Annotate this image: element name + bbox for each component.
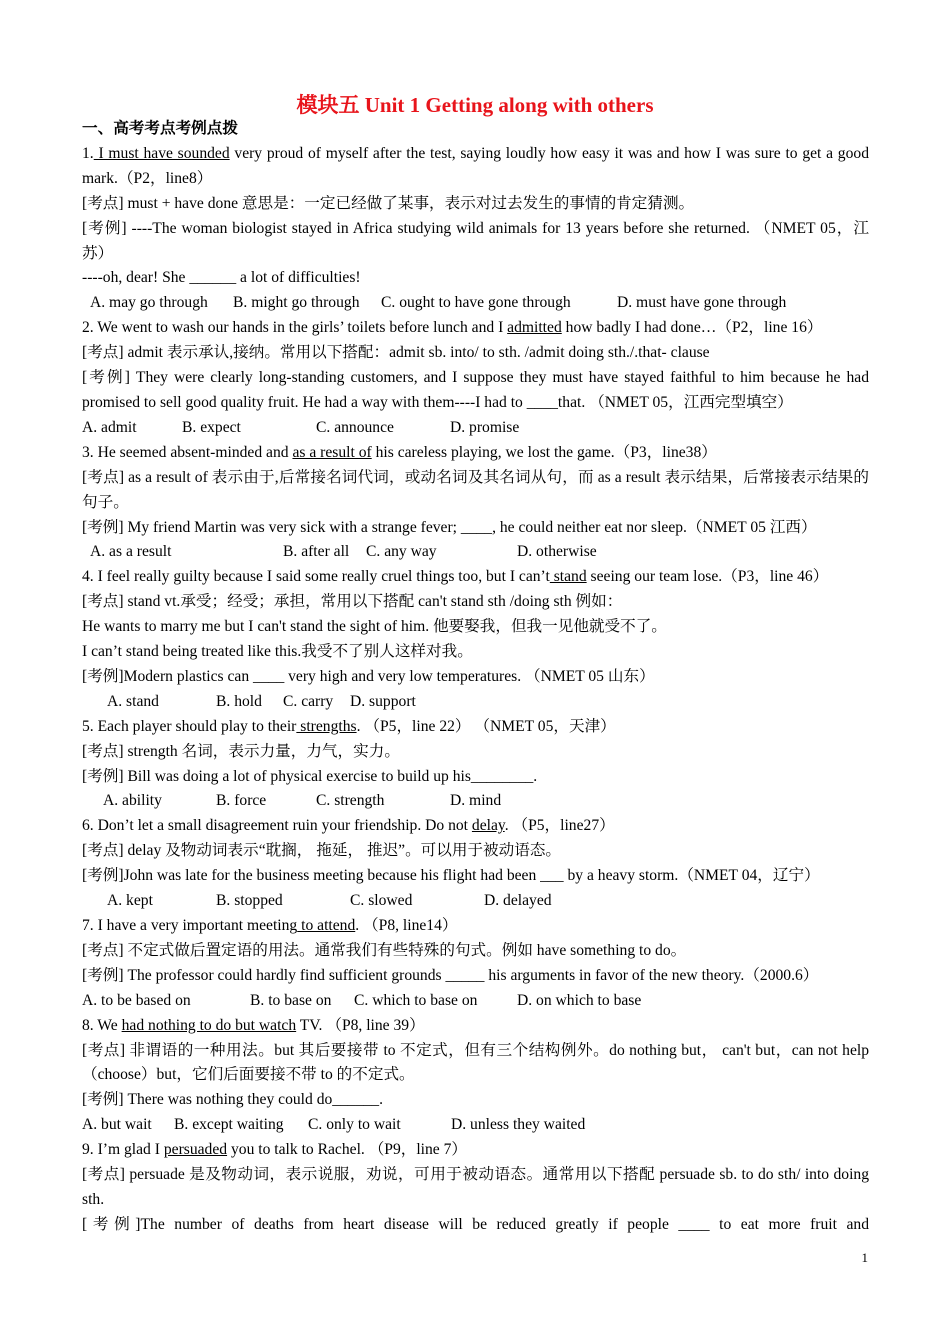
item-1-options — [82, 291, 869, 316]
page-number: 1 — [861, 1250, 868, 1265]
item-5-sentence: 5. Each player should play to their strengths. （P5，line 22） （NMET 05，天津） — [82, 717, 616, 735]
item-6-example: [考例]John was late for the business meeting because his flight had been ___ by a heavy storm.（NMET 04，辽宁） — [82, 867, 820, 885]
option: D. unless they waited — [451, 1116, 586, 1134]
option: B. to base on — [250, 991, 332, 1009]
page-title: 模块五 Unit 1 Getting along with others — [296, 93, 654, 117]
option: D. promise — [450, 418, 520, 436]
item-4-example: [考例]Modern plastics can ____ very high and very low temperatures. （NMET 05 山东） — [82, 667, 655, 685]
section-heading: 一、高考考点考例点拨 — [82, 120, 238, 137]
option: D. on which to base — [517, 991, 642, 1009]
item-6-options — [82, 889, 869, 914]
item-4-options — [82, 690, 869, 715]
option: B. stopped — [216, 892, 283, 910]
key-phrase: to attend — [297, 917, 356, 934]
item-4-example-sentence-1: He wants to marry me but I can't stand the sight of him. 他要娶我，但我一见他就受不了。 — [82, 618, 667, 636]
item-9-sentence: 9. I’m glad I persuaded you to talk to Rachel. （P9，line 7） — [82, 1141, 468, 1159]
option: D. delayed — [484, 892, 552, 910]
item-3-point: [考点] as a result of 表示由于,后常接名词代词，或动名词及其名词从句，而 as a result 表示结果，后常接表示结果的句子。 — [82, 468, 869, 511]
option: C. ought to have gone through — [381, 294, 571, 312]
key-phrase: strengths — [296, 717, 357, 735]
option: B. except waiting — [174, 1116, 284, 1134]
option: D. mind — [450, 792, 502, 810]
item-5-options — [82, 789, 869, 814]
item-5-point: [考点] strength 名词，表示力量，力气，实力。 — [82, 742, 400, 760]
option: A. as a result — [90, 543, 172, 561]
option: C. any way — [366, 543, 437, 561]
item-1-sentence: 1. I must have sounded very proud of myself after the test, saying loudly how easy it was and how I was sure to get a good mark.（P2，line8） — [82, 144, 869, 187]
item-2-options — [82, 416, 869, 441]
option: A. but wait — [82, 1116, 152, 1134]
option: A. stand — [107, 692, 159, 710]
item-7-example: [考例] The professor could hardly find sufficient grounds _____ his arguments in favor of the new theory.（2000.6） — [82, 966, 819, 984]
key-phrase: had nothing to do but watch — [121, 1016, 297, 1034]
item-8-options — [82, 1113, 869, 1138]
item-9-example: [考例]The number of deaths from heart disease will be reduced greatly if people ____ to eat more fruit and — [82, 1215, 869, 1233]
item-4-example-sentence-2: I can’t stand being treated like this.我受不了别人这样对我。 — [82, 643, 473, 661]
option: D. must have gone through — [617, 294, 787, 312]
option: A. ability — [103, 792, 162, 810]
option: C. carry — [283, 692, 334, 710]
option: B. after all — [283, 543, 350, 561]
option: B. might go through — [233, 294, 360, 312]
option: A. to be based on — [82, 991, 191, 1009]
item-8-point: [考点] 非谓语的一种用法。but 其后要接带 to 不定式，但有三个结构例外。do nothing but， can't but，can not help（choose）but，它们后面要接不带 to 的不定式。 — [82, 1041, 869, 1084]
option: A. kept — [107, 892, 153, 910]
item-8-example: [考例] There was nothing they could do______. — [82, 1091, 383, 1109]
item-2-example: [考例] They were clearly long-standing customers, and I suppose they must have stayed faithful to him because he had promised to sell good quality fruit. He had a way with them----I had to ____that. （NMET 05，江西完型填空） — [82, 369, 869, 411]
item-6-point: [考点] delay 及物动词表示“耽搁， 拖延， 推迟”。可以用于被动语态。 — [82, 842, 562, 860]
item-4-sentence: 4. I feel really guilty because I said some really cruel things too, but I can’t stand seeing our team lose.（P3，line 46） — [82, 568, 829, 586]
document-body — [82, 117, 869, 1238]
option: B. hold — [216, 692, 262, 710]
option: D. otherwise — [517, 543, 597, 561]
key-phrase: I must have sounded — [93, 144, 230, 162]
item-8-sentence: 8. We had nothing to do but watch TV. （P8, line 39） — [82, 1016, 425, 1034]
item-4-point: [考点] stand vt.承受；经受；承担，常用以下搭配 can't stand sth /doing sth 例如： — [82, 593, 623, 611]
item-1-point: [考点] must + have done 意思是：一定已经做了某事，表示对过去发生的事情的肯定猜测。 — [82, 194, 695, 212]
key-phrase: admitted — [507, 319, 562, 337]
item-1-example: [考例] ----The woman biologist stayed in Africa studying wild animals for 13 years before she returned. （NMET 05，江苏） — [82, 219, 869, 262]
item-3-sentence: 3. He seemed absent-minded and as a result of his careless playing, we lost the game.（P3，line38） — [82, 443, 717, 461]
option: C. which to base on — [354, 991, 478, 1009]
option: B. force — [216, 792, 267, 810]
item-2-point: [考点] admit 表示承认,接纳。常用以下搭配：admit sb. into/ to sth. /admit doing sth./.that- clause — [82, 344, 710, 362]
option: C. strength — [316, 792, 385, 810]
key-phrase: stand — [549, 568, 587, 586]
option: A. may go through — [90, 294, 208, 312]
option: A. admit — [82, 418, 137, 436]
item-7-options — [82, 989, 869, 1014]
item-7-sentence: 7. I have a very important meeting to attend. （P8, line14） — [82, 917, 458, 934]
item-5-example: [考例] Bill was doing a lot of physical exercise to build up his________. — [82, 767, 538, 785]
key-phrase: as a result of — [292, 443, 372, 461]
item-2-sentence: 2. We went to wash our hands in the girls’ toilets before lunch and I admitted how badly I had done…（P2，line 16） — [82, 319, 823, 337]
option: B. expect — [182, 418, 241, 436]
item-6-sentence: 6. Don’t let a small disagreement ruin your friendship. Do not delay. （P5，line27） — [82, 817, 615, 835]
option: D. support — [350, 692, 416, 710]
item-3-options — [82, 540, 869, 565]
item-1-example-cont: ----oh, dear! She ______ a lot of difficulties! — [82, 269, 361, 287]
item-3-example: [考例] My friend Martin was very sick with a strange fever; ____, he could neither eat nor sleep.（NMET 05 江西） — [82, 518, 817, 536]
item-7-point: [考点] 不定式做后置定语的用法。通常我们有些特殊的句式。例如 have something to do。 — [82, 941, 687, 959]
key-phrase: delay — [471, 817, 505, 835]
option: C. only to wait — [308, 1116, 401, 1134]
option: C. slowed — [350, 892, 413, 910]
key-phrase: persuaded — [163, 1141, 228, 1159]
option: C. announce — [316, 418, 394, 436]
item-9-point: [考点] persuade 是及物动词，表示说服，劝说，可用于被动语态。通常用以下搭配 persuade sb. to do sth/ into doing sth. — [82, 1166, 869, 1208]
